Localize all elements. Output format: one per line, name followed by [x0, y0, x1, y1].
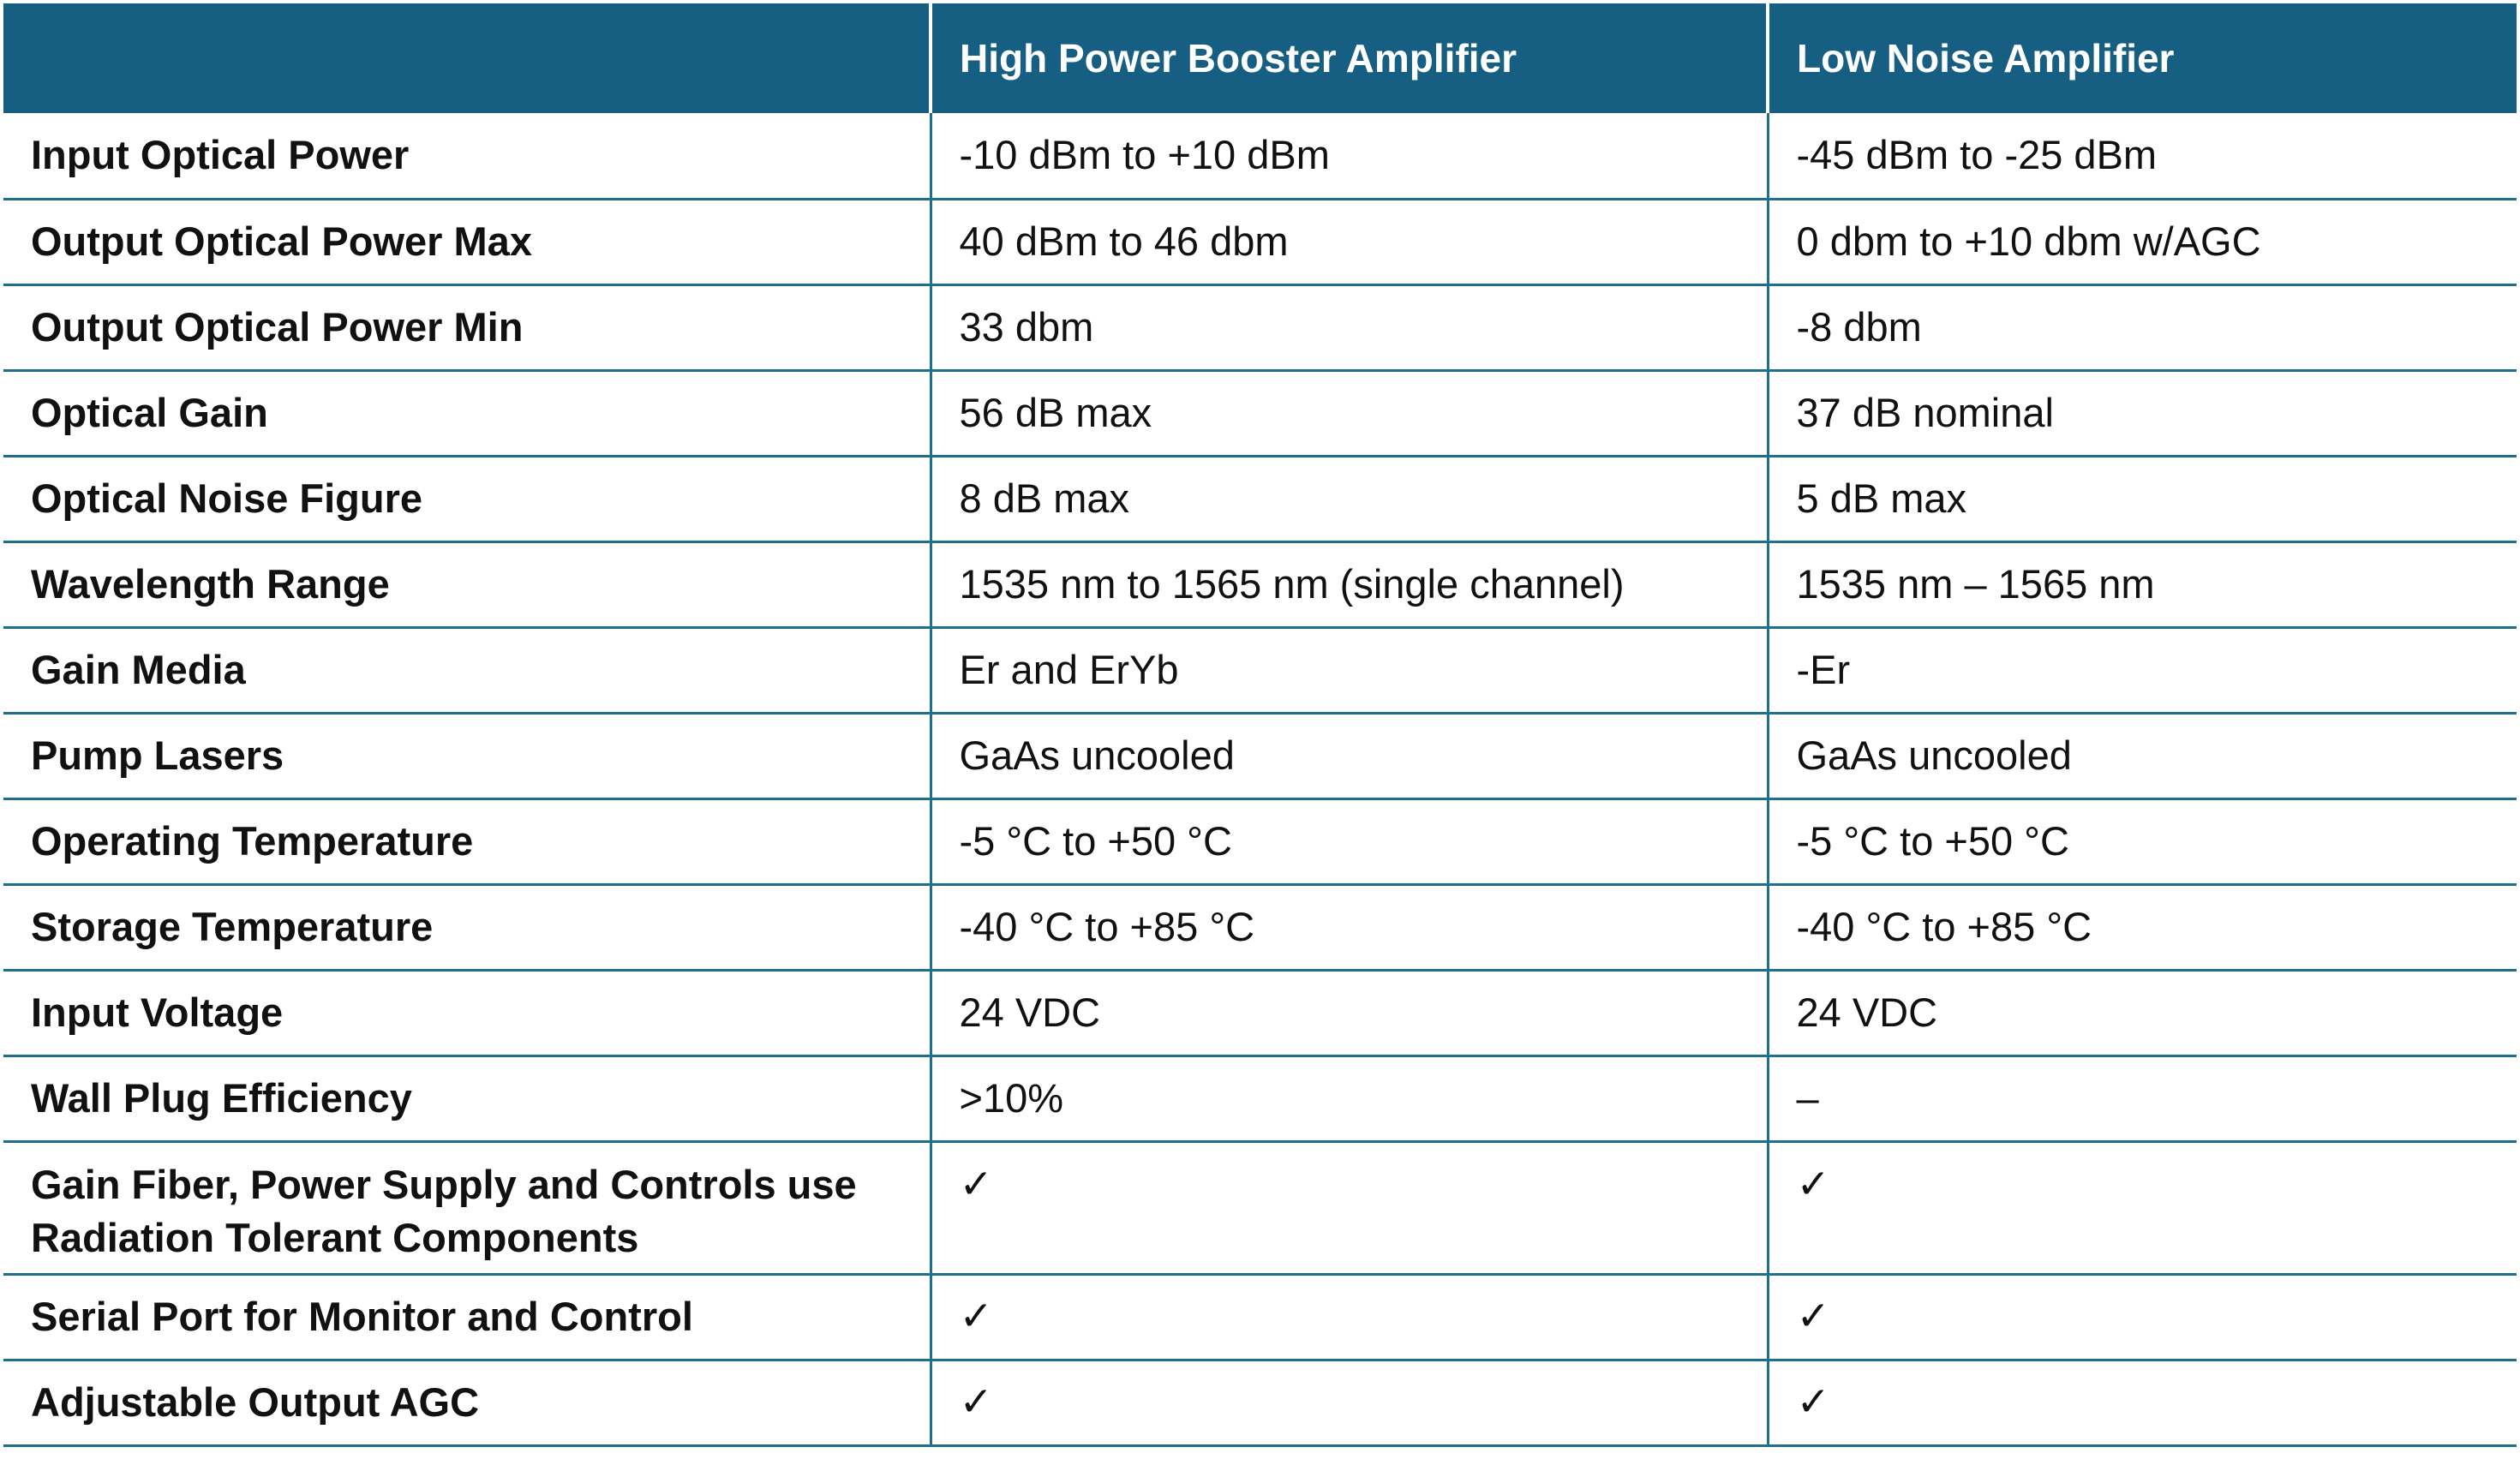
- row-label: Output Optical Power Min: [3, 284, 931, 370]
- table-row: [3, 1360, 2517, 1445]
- booster-value: Er and ErYb: [931, 627, 1768, 713]
- checkmark-icon: ✓: [931, 1360, 1768, 1445]
- header-cell-booster: High Power Booster Amplifier: [931, 3, 1768, 113]
- row-label: Adjustable Output AGC: [3, 1360, 931, 1445]
- table-row: [3, 1274, 2517, 1360]
- low-noise-value: 24 VDC: [1768, 970, 2517, 1055]
- row-label: Gain Fiber, Power Supply and Controls use Radiation Tolerant Components: [3, 1141, 931, 1274]
- checkmark-icon: ✓: [1768, 1360, 2517, 1445]
- table-row: [3, 713, 2517, 798]
- row-label: Optical Noise Figure: [3, 456, 931, 541]
- row-label: Optical Gain: [3, 370, 931, 456]
- table-body: [3, 113, 2517, 1445]
- booster-value: -10 dBm to +10 dBm: [931, 113, 1768, 199]
- table-row: [3, 1055, 2517, 1141]
- header-cell-parameter: [3, 3, 931, 113]
- low-noise-value: 0 dbm to +10 dbm w/AGC: [1768, 199, 2517, 284]
- booster-value: GaAs uncooled: [931, 713, 1768, 798]
- table-header: [3, 3, 2517, 113]
- table-row: [3, 199, 2517, 284]
- low-noise-value: -Er: [1768, 627, 2517, 713]
- table-row: [3, 798, 2517, 884]
- booster-value: 8 dB max: [931, 456, 1768, 541]
- low-noise-value: -8 dbm: [1768, 284, 2517, 370]
- booster-value: 33 dbm: [931, 284, 1768, 370]
- table-row: [3, 284, 2517, 370]
- row-label: Output Optical Power Max: [3, 199, 931, 284]
- table-row: [3, 370, 2517, 456]
- checkmark-icon: ✓: [931, 1141, 1768, 1274]
- row-label: Input Optical Power: [3, 113, 931, 199]
- booster-value: -40 °C to +85 °C: [931, 884, 1768, 970]
- row-label: Wall Plug Efficiency: [3, 1055, 931, 1141]
- row-label: Pump Lasers: [3, 713, 931, 798]
- row-label: Storage Temperature: [3, 884, 931, 970]
- row-label: Input Voltage: [3, 970, 931, 1055]
- row-label: Serial Port for Monitor and Control: [3, 1274, 931, 1360]
- table-row: [3, 456, 2517, 541]
- low-noise-value: 37 dB nominal: [1768, 370, 2517, 456]
- low-noise-value: -45 dBm to -25 dBm: [1768, 113, 2517, 199]
- table-row: [3, 970, 2517, 1055]
- low-noise-value: -40 °C to +85 °C: [1768, 884, 2517, 970]
- table-row: [3, 627, 2517, 713]
- row-label: Gain Media: [3, 627, 931, 713]
- row-label: Wavelength Range: [3, 541, 931, 627]
- booster-value: >10%: [931, 1055, 1768, 1141]
- checkmark-icon: ✓: [931, 1274, 1768, 1360]
- header-cell-low-noise: Low Noise Amplifier: [1768, 3, 2517, 113]
- checkmark-icon: ✓: [1768, 1274, 2517, 1360]
- header-row: [3, 3, 2517, 113]
- booster-value: 40 dBm to 46 dbm: [931, 199, 1768, 284]
- spec-table: [3, 3, 2517, 1447]
- row-label: Operating Temperature: [3, 798, 931, 884]
- low-noise-value: –: [1768, 1055, 2517, 1141]
- low-noise-value: GaAs uncooled: [1768, 713, 2517, 798]
- table-row: [3, 541, 2517, 627]
- table-row: [3, 1141, 2517, 1274]
- booster-value: 56 dB max: [931, 370, 1768, 456]
- checkmark-icon: ✓: [1768, 1141, 2517, 1274]
- low-noise-value: 1535 nm – 1565 nm: [1768, 541, 2517, 627]
- table-row: [3, 113, 2517, 199]
- low-noise-value: -5 °C to +50 °C: [1768, 798, 2517, 884]
- table-row: [3, 884, 2517, 970]
- low-noise-value: 5 dB max: [1768, 456, 2517, 541]
- booster-value: 1535 nm to 1565 nm (single channel): [931, 541, 1768, 627]
- booster-value: -5 °C to +50 °C: [931, 798, 1768, 884]
- booster-value: 24 VDC: [931, 970, 1768, 1055]
